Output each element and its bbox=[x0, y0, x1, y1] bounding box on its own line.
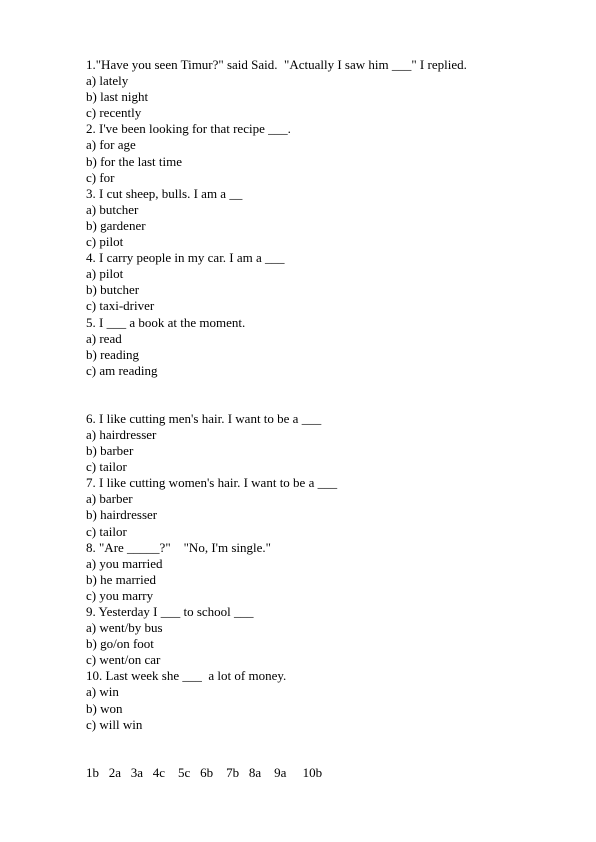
option-a: a) pilot bbox=[86, 266, 124, 282]
quiz-document bbox=[86, 57, 566, 733]
question-8 bbox=[86, 540, 566, 604]
option-a: a) read bbox=[86, 330, 122, 346]
option-c: c) for bbox=[86, 169, 115, 185]
option-a: a) butcher bbox=[86, 201, 139, 217]
option-a: a) lately bbox=[86, 73, 129, 89]
question-stem: 6. I like cutting men's hair. I want to be a ___ bbox=[86, 410, 322, 426]
option-c: c) will win bbox=[86, 716, 143, 732]
option-a: a) win bbox=[86, 684, 119, 700]
option-b: b) last night bbox=[86, 89, 149, 105]
option-b: b) reading bbox=[86, 346, 140, 362]
option-a: a) went/by bus bbox=[86, 620, 163, 636]
question-2 bbox=[86, 121, 566, 185]
section-spacer bbox=[86, 379, 566, 411]
question-stem: 5. I ___ a book at the moment. bbox=[86, 314, 246, 330]
option-a: a) barber bbox=[86, 491, 133, 507]
question-stem: 10. Last week she ___ a lot of money. bbox=[86, 668, 287, 684]
option-b: b) barber bbox=[86, 443, 134, 459]
question-stem: 8. "Are _____?" "No, I'm single." bbox=[86, 539, 271, 555]
question-stem: 4. I carry people in my car. I am a ___ bbox=[86, 250, 285, 266]
question-stem: 3. I cut sheep, bulls. I am a __ bbox=[86, 185, 243, 201]
option-c: c) taxi-driver bbox=[86, 298, 155, 314]
question-3 bbox=[86, 186, 566, 250]
question-stem: 1."Have you seen Timur?" said Said. "Actually I saw him ___" I replied. bbox=[86, 57, 467, 72]
option-c: c) tailor bbox=[86, 523, 127, 539]
option-b: b) go/on foot bbox=[86, 636, 154, 652]
option-b: b) for the last time bbox=[86, 153, 183, 169]
question-stem: 2. I've been looking for that recipe ___. bbox=[86, 121, 291, 137]
question-9 bbox=[86, 604, 566, 668]
option-a: a) you married bbox=[86, 555, 163, 571]
option-b: b) hairdresser bbox=[86, 507, 158, 523]
question-7 bbox=[86, 475, 566, 539]
question-1 bbox=[86, 57, 566, 121]
option-c: c) tailor bbox=[86, 459, 127, 475]
question-5 bbox=[86, 315, 566, 379]
option-b: b) gardener bbox=[86, 217, 146, 233]
option-b: b) he married bbox=[86, 571, 157, 587]
answer-key: 1b 2a 3a 4c 5c 6b 7b 8a 9a 10b bbox=[86, 765, 323, 780]
question-stem: 9. Yesterday I ___ to school ___ bbox=[86, 604, 254, 619]
option-a: a) hairdresser bbox=[86, 426, 157, 442]
question-4 bbox=[86, 250, 566, 314]
option-c: c) you marry bbox=[86, 587, 154, 603]
option-c: c) recently bbox=[86, 105, 142, 121]
option-b: b) butcher bbox=[86, 282, 140, 298]
question-10 bbox=[86, 668, 566, 732]
option-c: c) pilot bbox=[86, 234, 124, 250]
question-6 bbox=[86, 411, 566, 475]
option-c: c) went/on car bbox=[86, 652, 161, 668]
question-stem: 7. I like cutting women's hair. I want to be a ___ bbox=[86, 475, 338, 491]
option-c: c) am reading bbox=[86, 362, 158, 378]
option-a: a) for age bbox=[86, 137, 136, 153]
option-b: b) won bbox=[86, 700, 123, 716]
